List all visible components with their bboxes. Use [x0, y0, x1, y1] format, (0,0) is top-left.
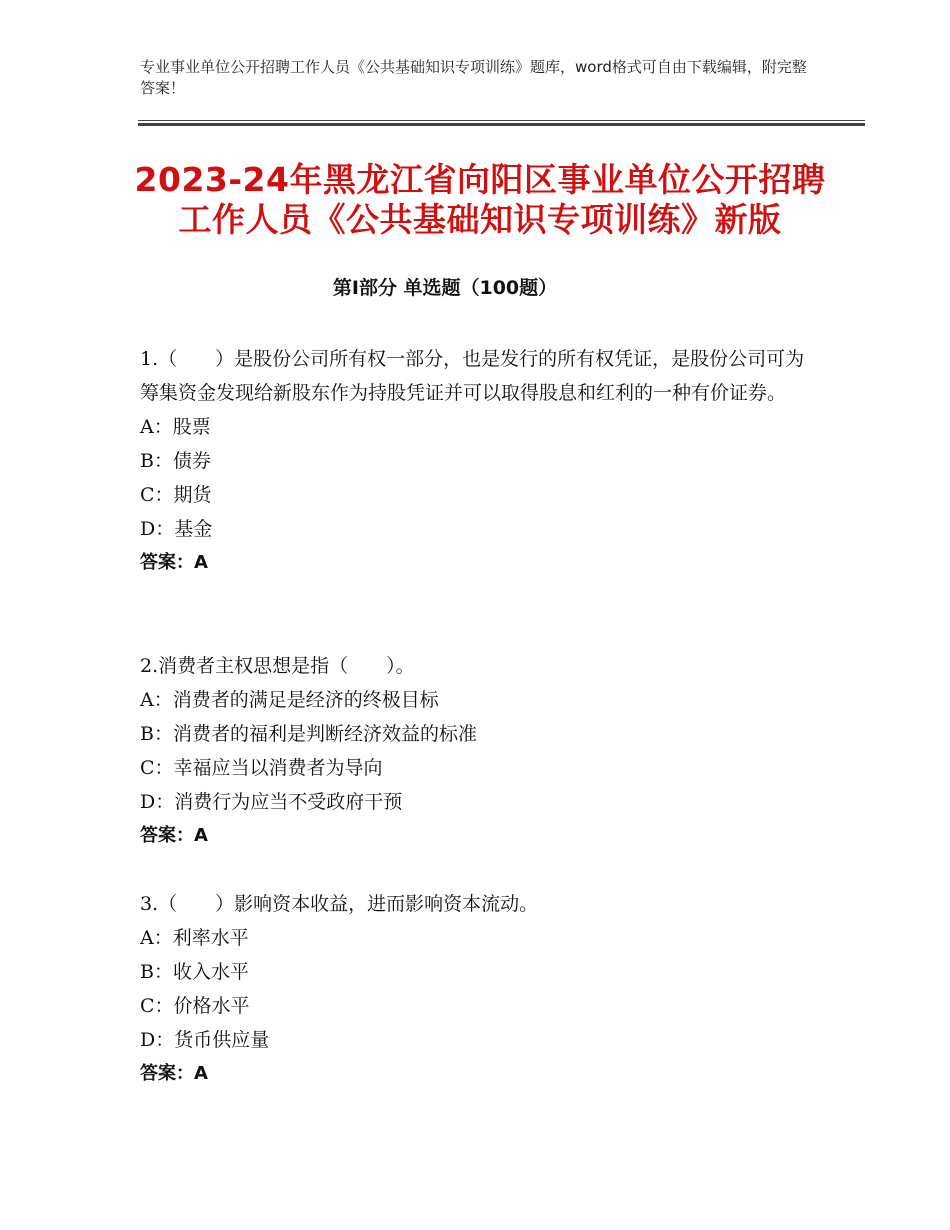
option-d: D：消费行为应当不受政府干预 [140, 791, 403, 813]
option-a: A：利率水平 [140, 927, 249, 949]
option-d: D：货币供应量 [140, 1029, 270, 1051]
question-3 [140, 887, 810, 1091]
option-d: D：基金 [140, 518, 213, 540]
option-a: A：股票 [140, 416, 211, 438]
question-1 [140, 342, 810, 580]
option-a: A：消费者的满足是经济的终极目标 [140, 689, 439, 711]
option-b: B：收入水平 [140, 961, 249, 983]
answer: 答案：A [140, 1063, 208, 1084]
option-c: C：期货 [140, 484, 212, 506]
option-b: B：债券 [140, 450, 211, 472]
question-stem: 1.（ ）是股份公司所有权一部分，也是发行的所有权凭证，是股份公司可为筹集资金发现给新股东作为持股凭证并可以取得股息和红利的一种有价证券。 [140, 348, 805, 404]
answer: 答案：A [140, 825, 208, 846]
option-b: B：消费者的福利是判断经济效益的标准 [140, 723, 477, 745]
document-title: 2023-24年黑龙江省向阳区事业单位公开招聘工作人员《公共基础知识专项训练》新版 [134, 160, 826, 239]
question-stem: 3.（ ）影响资本收益，进而影响资本流动。 [140, 893, 539, 915]
option-c: C：价格水平 [140, 995, 250, 1017]
header-divider-thick [138, 123, 865, 126]
option-c: C：幸福应当以消费者为导向 [140, 757, 383, 779]
question-stem: 2.消费者主权思想是指（ ）。 [140, 655, 415, 677]
question-2 [140, 649, 810, 853]
section-title: 第Ⅰ部分 单选题（100题） [332, 277, 558, 299]
answer: 答案：A [140, 552, 208, 573]
header-divider-thin [138, 120, 865, 121]
header-note: 专业事业单位公开招聘工作人员《公共基础知识专项训练》题库，word格式可自由下载编辑，附完整答案！ [140, 58, 807, 97]
